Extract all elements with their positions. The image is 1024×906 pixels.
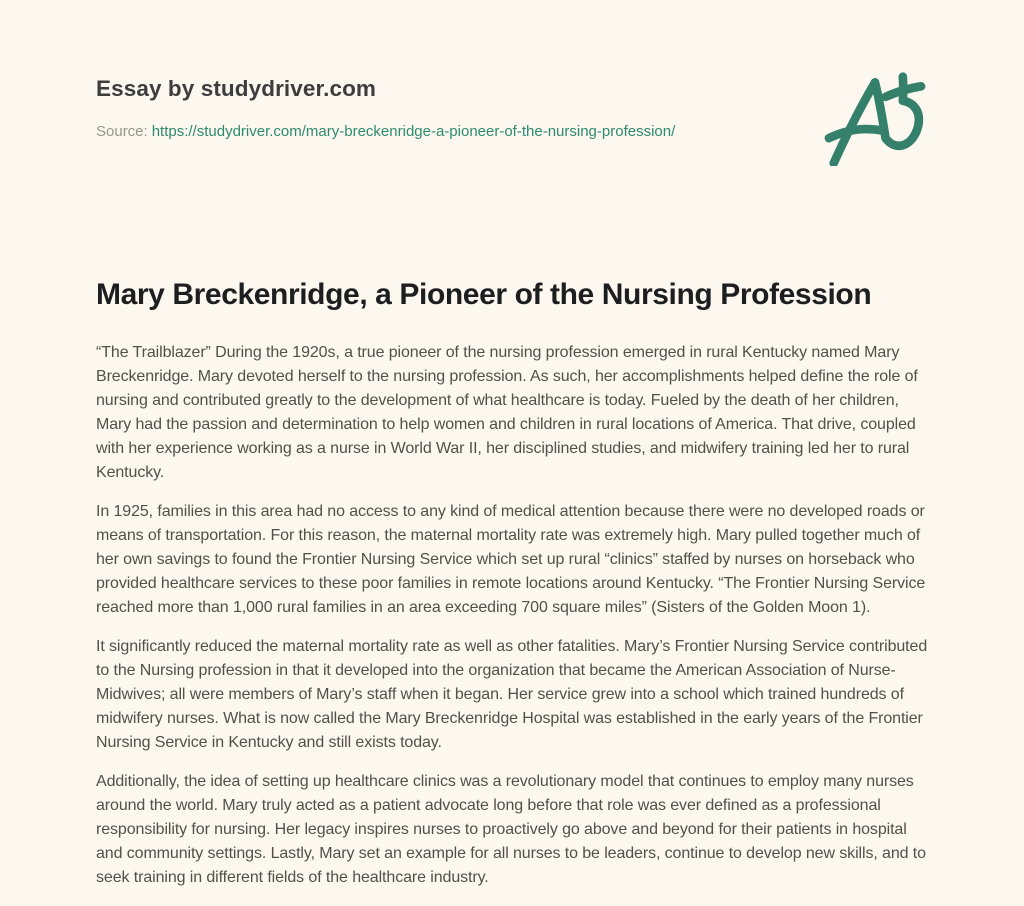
source-line <box>96 123 675 141</box>
studydriver-a-plus-logo-icon <box>822 70 928 166</box>
essay-paragraph: Additionally, the idea of setting up healthcare clinics was a revolutionary model that continues to employ many nurses around the world. Mary truly acted as a patient advocate long before that role was ever defined as a professional responsibility for nursing. Her legacy inspires nurses to proactively go above and beyond for their patients in hospital and community settings. Lastly, Mary set an example for all nurses to be leaders, continue to develop new skills, and to seek training in different fields of the healthcare industry. <box>96 773 926 886</box>
header-text-block <box>96 70 675 141</box>
essay-paragraph: It significantly reduced the maternal mortality rate as well as other fatalities. Mary’s Frontier Nursing Service contributed to the Nursing profession in that it developed into the organization that became the American Association of Nurse-Midwives; all were members of Mary’s staff when it began. Her service grew into a school which trained hundreds of midwifery nurses. What is now called the Mary Breckenridge Hospital was established in the early years of the Frontier Nursing Service in Kentucky and still exists today. <box>96 638 928 751</box>
source-label: Source: <box>96 123 148 140</box>
essay-title: Mary Breckenridge, a Pioneer of the Nursing Profession <box>96 278 872 311</box>
essay-paragraph: In 1925, families in this area had no access to any kind of medical attention because there were no developed roads or means of transportation. For this reason, the maternal mortality rate was extremely high. Mary pulled together much of her own savings to found the Frontier Nursing Service which set up rural “clinics” staffed by nurses on horseback who provided healthcare services to these poor families in remote locations around Kentucky. “The Frontier Nursing Service reached more than 1,000 rural families in an area exceeding 700 square miles” (Sisters of the Golden Moon 1). <box>96 503 926 616</box>
source-url-link[interactable]: https://studydriver.com/mary-breckenridge-a-pioneer-of-the-nursing-profession/ <box>151 123 676 140</box>
header-title: Essay by studydriver.com <box>96 76 377 101</box>
essay-paragraph: “The Trailblazer” During the 1920s, a true pioneer of the nursing profession emerged in rural Kentucky named Mary Breckenridge. Mary devoted herself to the nursing profession. As such, her accomplishments helped define the role of nursing and contributed greatly to the development of what healthcare is today. Fueled by the death of her children, Mary had the passion and determination to help women and children in rural locations of America. That drive, coupled with her experience working as a nurse in World War II, her disciplined studies, and midwifery training led her to rural Kentucky. <box>96 344 918 481</box>
page-header <box>96 70 928 166</box>
essay-body <box>96 341 928 890</box>
